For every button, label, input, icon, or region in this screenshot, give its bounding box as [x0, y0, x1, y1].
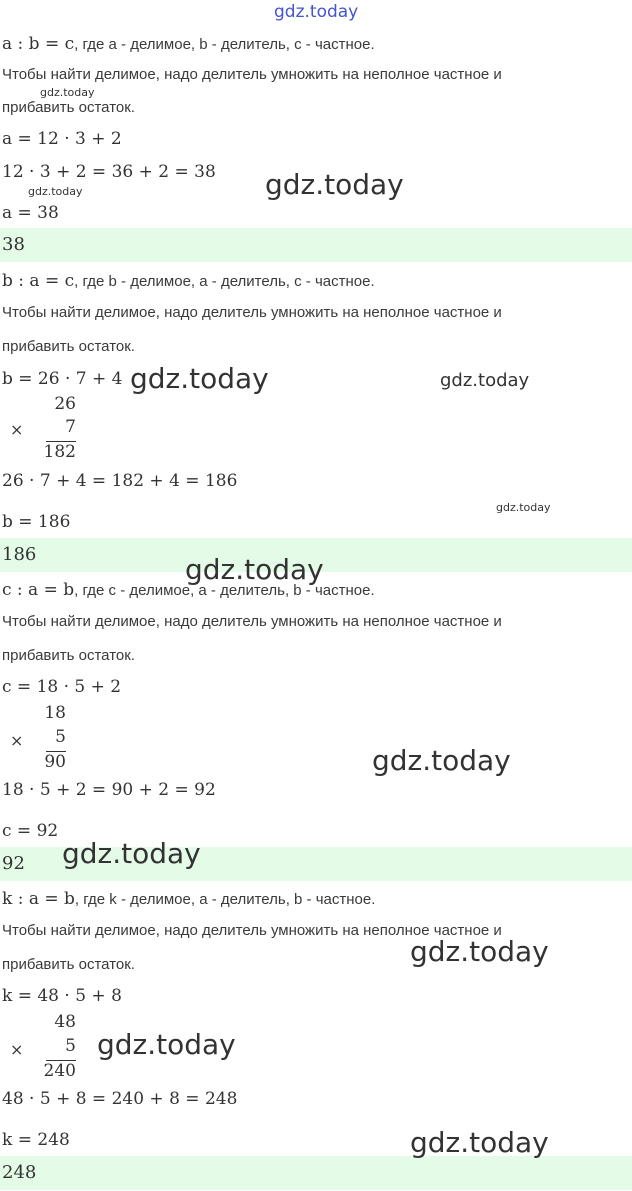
- watermark: gdz.today: [265, 168, 404, 201]
- s1-formula: a = 12 · 3 + 2: [2, 129, 122, 149]
- watermark: gdz.today: [410, 1126, 549, 1159]
- s3-column-mid: 5: [55, 727, 66, 747]
- s3-definition-math: c : a = b: [2, 580, 75, 600]
- s1-rule-line2: прибавить остаток.: [2, 99, 135, 116]
- watermark: gdz.today: [496, 501, 551, 514]
- s1-result: a = 38: [2, 203, 59, 223]
- s4-definition-math: k : a = b: [2, 889, 75, 909]
- s2-definition-text: , где b - делимое, a - делитель, c - частное.: [74, 273, 375, 290]
- s3-rule-line2: прибавить остаток.: [2, 647, 135, 664]
- s2-definition: [2, 271, 375, 291]
- s2-column-mid: 7: [65, 417, 76, 437]
- s4-answer: 248: [0, 1156, 632, 1190]
- s3-times-sign: ×: [10, 731, 24, 750]
- s1-computation: 12 · 3 + 2 = 36 + 2 = 38: [2, 162, 216, 182]
- s2-column-result: 182: [43, 442, 76, 462]
- s4-definition: [2, 889, 375, 909]
- s3-rule-line1: Чтобы найти делимое, надо делитель умножить на неполное частное и: [2, 613, 502, 630]
- s2-formula: b = 26 · 7 + 4: [2, 369, 123, 389]
- s4-column-mid: 5: [65, 1036, 76, 1056]
- s3-column-result: 90: [44, 752, 66, 772]
- s1-definition-math: a : b = c: [2, 34, 75, 54]
- s4-definition-text: , где k - делимое, a - делитель, b - частное.: [74, 891, 376, 908]
- s2-computation: 26 · 7 + 4 = 182 + 4 = 186: [2, 471, 238, 491]
- s1-rule-line1: Чтобы найти делимое, надо делитель умножить на неполное частное и: [2, 66, 502, 83]
- s4-result: k = 248: [2, 1130, 70, 1150]
- s2-column-top: 26: [54, 394, 76, 414]
- s4-rule-line2: прибавить остаток.: [2, 956, 135, 973]
- s2-definition-math: b : a = c: [2, 271, 75, 291]
- s1-definition: [2, 34, 375, 54]
- s3-column-top: 18: [44, 703, 66, 723]
- watermark: gdz.today: [185, 553, 324, 586]
- s3-answer: 92: [0, 847, 632, 881]
- s2-rule-line2: прибавить остаток.: [2, 338, 135, 355]
- s2-answer: 186: [0, 538, 632, 572]
- s4-column-result: 240: [43, 1061, 76, 1081]
- watermark: gdz.today: [62, 837, 201, 870]
- watermark: gdz.today: [40, 86, 95, 99]
- s2-rule-line1: Чтобы найти делимое, надо делитель умножить на неполное частное и: [2, 304, 502, 321]
- watermark: gdz.today: [440, 370, 530, 391]
- watermark: gdz.today: [28, 185, 83, 198]
- s3-formula: c = 18 · 5 + 2: [2, 677, 122, 697]
- s3-definition-text: , где c - делимое, a - делитель, b - частное.: [74, 582, 375, 599]
- s4-column-top: 48: [54, 1012, 76, 1032]
- s4-times-sign: ×: [10, 1040, 24, 1059]
- s3-result: c = 92: [2, 821, 59, 841]
- s1-answer: 38: [0, 228, 632, 262]
- s2-result: b = 186: [2, 512, 71, 532]
- s4-formula: k = 48 · 5 + 8: [2, 986, 122, 1006]
- s4-computation: 48 · 5 + 8 = 240 + 8 = 248: [2, 1089, 238, 1109]
- watermark-top: gdz.today: [274, 2, 359, 22]
- watermark: gdz.today: [130, 362, 269, 395]
- s2-times-sign: ×: [10, 420, 24, 439]
- s4-rule-line1: Чтобы найти делимое, надо делитель умножить на неполное частное и: [2, 922, 502, 939]
- watermark: gdz.today: [372, 744, 511, 777]
- watermark: gdz.today: [97, 1028, 236, 1061]
- s1-definition-text: , где a - делимое, b - делитель, c - частное.: [74, 36, 375, 53]
- s3-computation: 18 · 5 + 2 = 90 + 2 = 92: [2, 780, 216, 800]
- watermark: gdz.today: [410, 935, 549, 968]
